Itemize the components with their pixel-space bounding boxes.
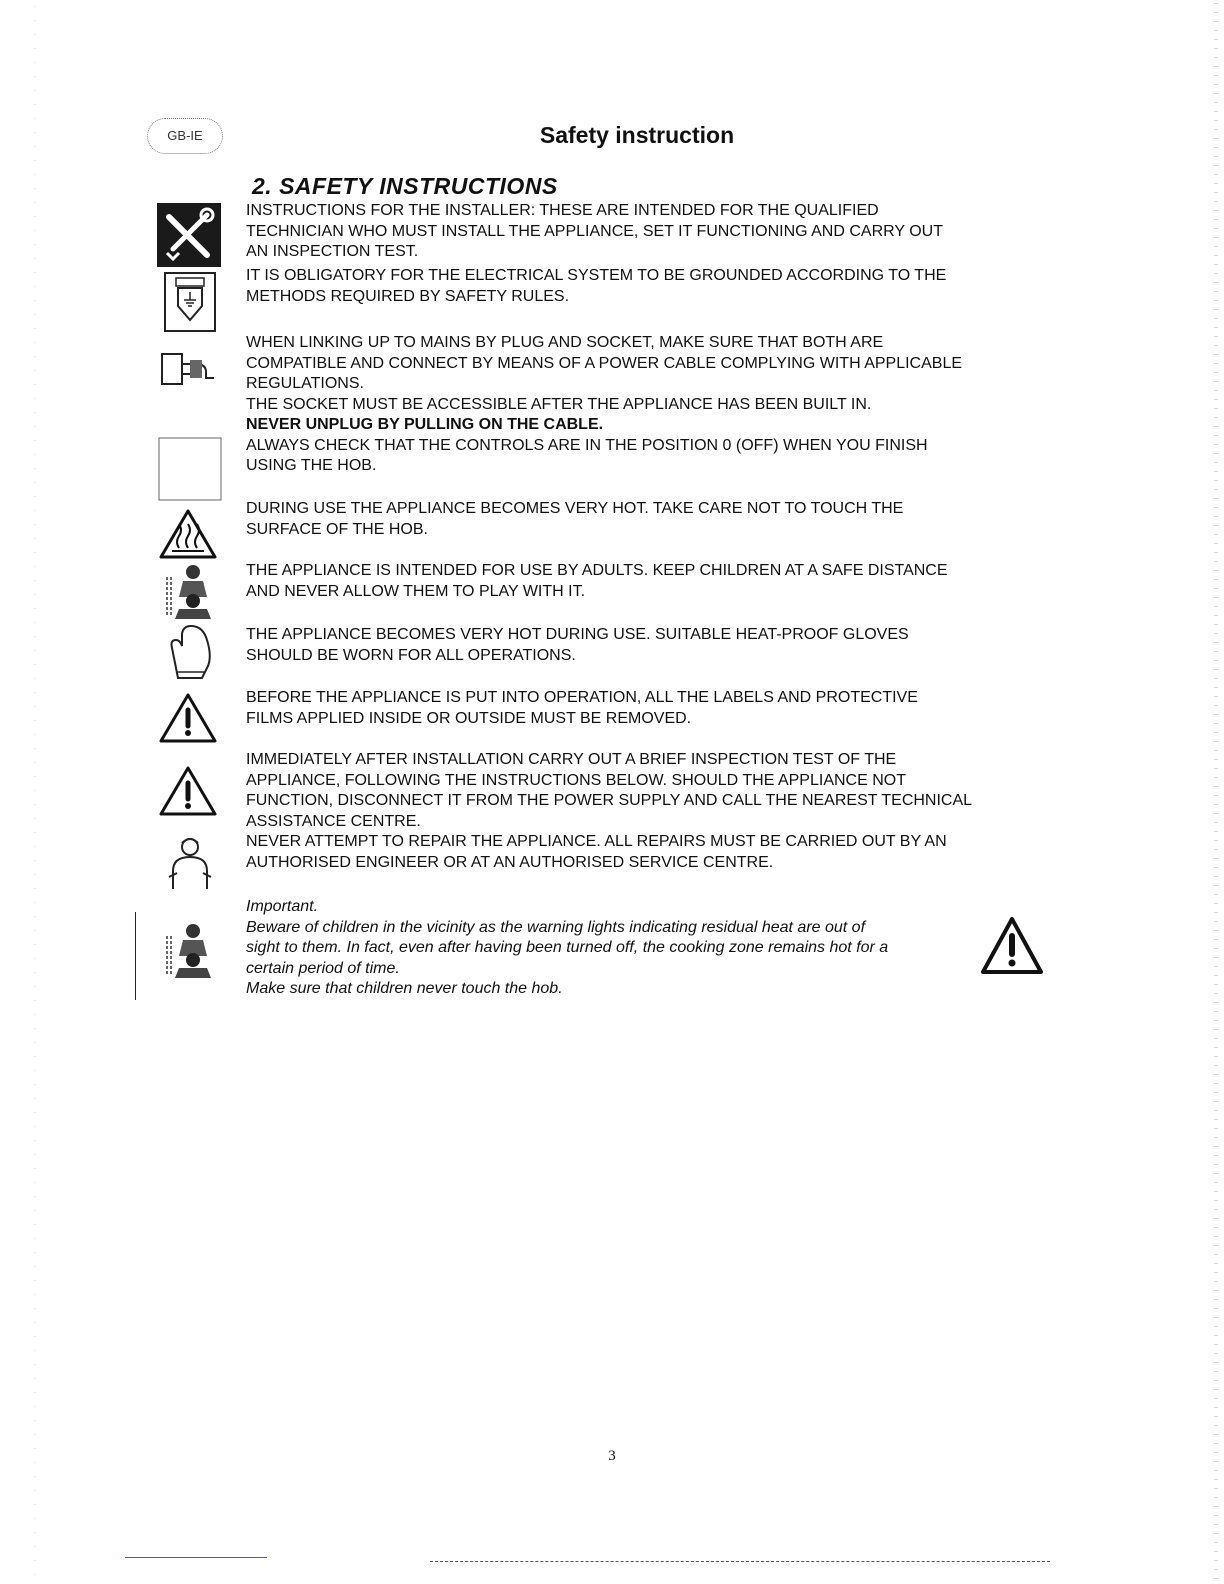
text-line: AND NEVER ALLOW THEM TO PLAY WITH IT. bbox=[246, 582, 586, 600]
hot-surface-warning-icon bbox=[158, 508, 218, 560]
text-line: IMMEDIATELY AFTER INSTALLATION CARRY OUT A BRIEF INSPECTION TEST OF THE bbox=[246, 751, 897, 768]
inspection-test-paragraph bbox=[246, 750, 1056, 873]
text-line: METHODS REQUIRED BY SAFETY RULES. bbox=[246, 287, 570, 305]
grounding-paragraph bbox=[246, 266, 1056, 307]
text-line: ALWAYS CHECK THAT THE CONTROLS ARE IN THE POSITION 0 (OFF) WHEN YOU FINISH bbox=[246, 436, 928, 454]
text-line: THE SOCKET MUST BE ACCESSIBLE AFTER THE APPLIANCE HAS BEEN BUILT IN. bbox=[246, 395, 872, 413]
text-line: FUNCTION, DISCONNECT IT FROM THE POWER SUPPLY AND CALL THE NEAREST TECHNICAL bbox=[246, 792, 973, 809]
text-line: INSTRUCTIONS FOR THE INSTALLER: THESE ARE INTENDED FOR THE QUALIFIED bbox=[246, 202, 879, 219]
text-line: SHOULD BE WORN FOR ALL OPERATIONS. bbox=[246, 646, 576, 664]
ground-plug-icon bbox=[164, 272, 216, 332]
labels-removal-paragraph bbox=[246, 688, 1056, 729]
text-line: NEVER ATTEMPT TO REPAIR THE APPLIANCE. ALL REPAIRS MUST BE CARRIED OUT BY AN bbox=[246, 833, 947, 850]
gloves-paragraph bbox=[246, 625, 1056, 666]
children-safety-paragraph bbox=[246, 561, 1056, 602]
text-line: Beware of children in the vicinity as the warning lights indicating residual heat are out of bbox=[246, 918, 866, 936]
scan-edge-left bbox=[34, 0, 36, 1584]
text-line: COMPATIBLE AND CONNECT BY MEANS OF A POWER CABLE COMPLYING WITH APPLICABLE bbox=[246, 354, 963, 372]
tools-icon bbox=[157, 203, 221, 267]
important-note bbox=[246, 897, 976, 1000]
children-icon bbox=[163, 922, 221, 980]
text-line: ASSISTANCE CENTRE. bbox=[246, 812, 421, 830]
hot-surface-paragraph bbox=[246, 499, 1056, 540]
text-line: WHEN LINKING UP TO MAINS BY PLUG AND SOCKET, MAKE SURE THAT BOTH ARE bbox=[246, 334, 884, 351]
warning-triangle-icon bbox=[980, 916, 1044, 976]
important-heading: Important. bbox=[246, 898, 319, 915]
text-line: FILMS APPLIED INSIDE OR OUTSIDE MUST BE REMOVED. bbox=[246, 709, 692, 727]
oven-glove-icon bbox=[168, 624, 214, 680]
warning-triangle-icon bbox=[158, 692, 218, 744]
text-line: DURING USE THE APPLIANCE BECOMES VERY HOT. TAKE CARE NOT TO TOUCH THE bbox=[246, 500, 904, 517]
footer-rule bbox=[430, 1561, 1050, 1562]
blank-box-icon bbox=[158, 437, 222, 501]
text-line: AUTHORISED ENGINEER OR AT AN AUTHORISED SERVICE CENTRE. bbox=[246, 853, 774, 871]
language-badge: GB-IE bbox=[147, 118, 223, 154]
text-line: certain period of time. bbox=[246, 959, 400, 977]
text-line: Make sure that children never touch the hob. bbox=[246, 980, 563, 997]
text-line: USING THE HOB. bbox=[246, 457, 377, 474]
text-line: sight to them. In fact, even after having been turned off, the cooking zone remains hot for a bbox=[246, 939, 889, 956]
section-title: 2. SAFETY INSTRUCTIONS bbox=[252, 173, 558, 199]
text-line: SURFACE OF THE HOB. bbox=[246, 520, 428, 538]
text-line: THE APPLIANCE IS INTENDED FOR USE BY ADULTS. KEEP CHILDREN AT A SAFE DISTANCE bbox=[246, 562, 948, 579]
installer-instructions-paragraph bbox=[246, 201, 1056, 263]
page-title: Safety instruction bbox=[539, 122, 735, 148]
mains-connection-paragraph bbox=[246, 333, 1056, 477]
engineer-icon bbox=[163, 833, 217, 891]
warning-triangle-icon bbox=[158, 765, 218, 817]
text-line: BEFORE THE APPLIANCE IS PUT INTO OPERATION, ALL THE LABELS AND PROTECTIVE bbox=[246, 689, 918, 706]
page-number: 3 bbox=[608, 1448, 616, 1464]
text-line: TECHNICIAN WHO MUST INSTALL THE APPLIANCE, SET IT FUNCTIONING AND CARRY OUT bbox=[246, 222, 943, 240]
text-line: REGULATIONS. bbox=[246, 375, 364, 392]
text-line: APPLIANCE, FOLLOWING THE INSTRUCTIONS BELOW. SHOULD THE APPLIANCE NOT bbox=[246, 771, 906, 789]
plug-socket-icon bbox=[160, 350, 216, 390]
scan-edge-right bbox=[1214, 0, 1218, 1584]
warning-text-line: NEVER UNPLUG BY PULLING ON THE CABLE. bbox=[246, 416, 604, 433]
margin-change-bar bbox=[135, 912, 136, 1000]
children-icon bbox=[163, 563, 221, 621]
text-line: AN INSPECTION TEST. bbox=[246, 243, 419, 260]
text-line: IT IS OBLIGATORY FOR THE ELECTRICAL SYSTEM TO BE GROUNDED ACCORDING TO THE bbox=[246, 267, 947, 284]
footer-link-underline bbox=[125, 1557, 267, 1558]
text-line: THE APPLIANCE BECOMES VERY HOT DURING USE. SUITABLE HEAT-PROOF GLOVES bbox=[246, 626, 909, 643]
